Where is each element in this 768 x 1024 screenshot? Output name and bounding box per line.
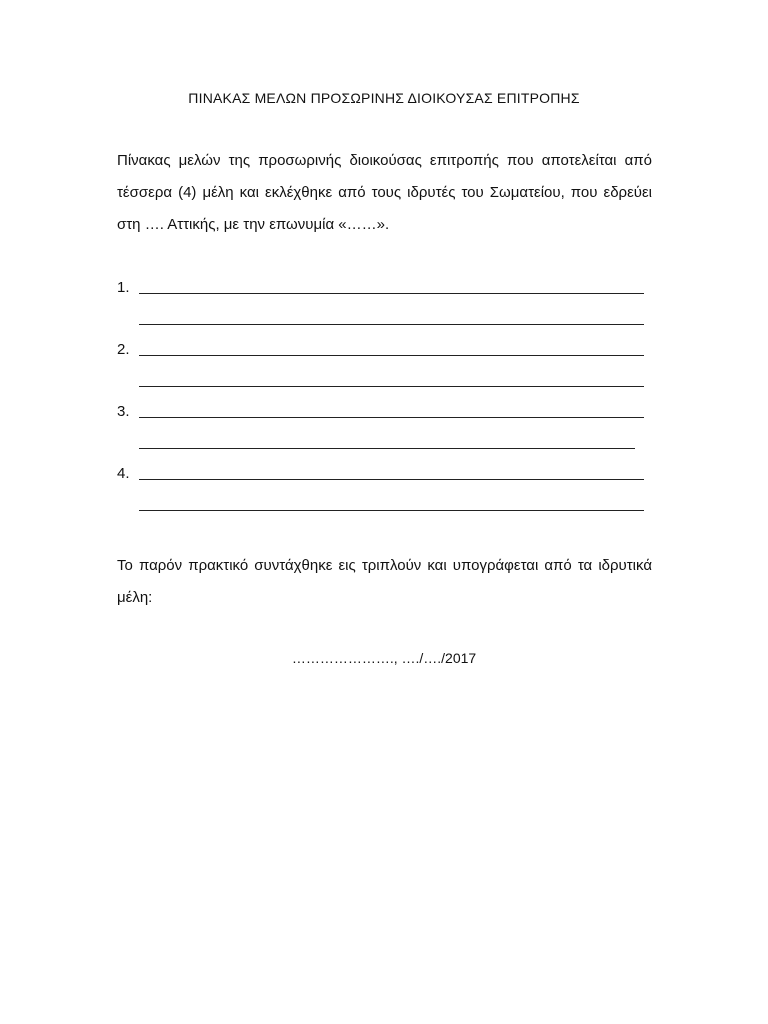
place-date-line: …………………., …./…./2017 (291, 650, 477, 666)
member-entry-3 (117, 402, 652, 462)
member-blank-line (139, 293, 644, 294)
member-entry-2 (117, 340, 652, 400)
member-blank-line (139, 324, 644, 325)
member-blank-line (139, 386, 644, 387)
member-number: 3. (117, 403, 130, 420)
member-blank-line (139, 510, 644, 511)
member-blank-line (139, 355, 644, 356)
member-blank-line (139, 417, 644, 418)
member-blank-line (139, 448, 635, 449)
member-number: 2. (117, 341, 130, 358)
member-number: 4. (117, 465, 130, 482)
closing-paragraph: Το παρόν πρακτικό συντάχθηκε εις τριπλούν και υπογράφεται από τα ιδρυτικά μέλη: (117, 557, 652, 606)
member-blank-line (139, 479, 644, 480)
member-number: 1. (117, 279, 130, 296)
intro-paragraph: Πίνακας μελών της προσωρινής διοικούσας επιτροπής που αποτελείται από τέσσερα (4) μέλη και εκλέχθηκε από τους ιδρυτές του Σωματείου, που εδρεύει στη …. Αττικής, με την επωνυμία «……». (117, 152, 652, 233)
member-entry-1 (117, 278, 652, 338)
member-entry-4 (117, 464, 652, 524)
document-title: ΠΙΝΑΚΑΣ ΜΕΛΩΝ ΠΡΟΣΩΡΙΝΗΣ ΔΙΟΙΚΟΥΣΑΣ ΕΠΙΤΡΟΠΗΣ (188, 90, 580, 106)
